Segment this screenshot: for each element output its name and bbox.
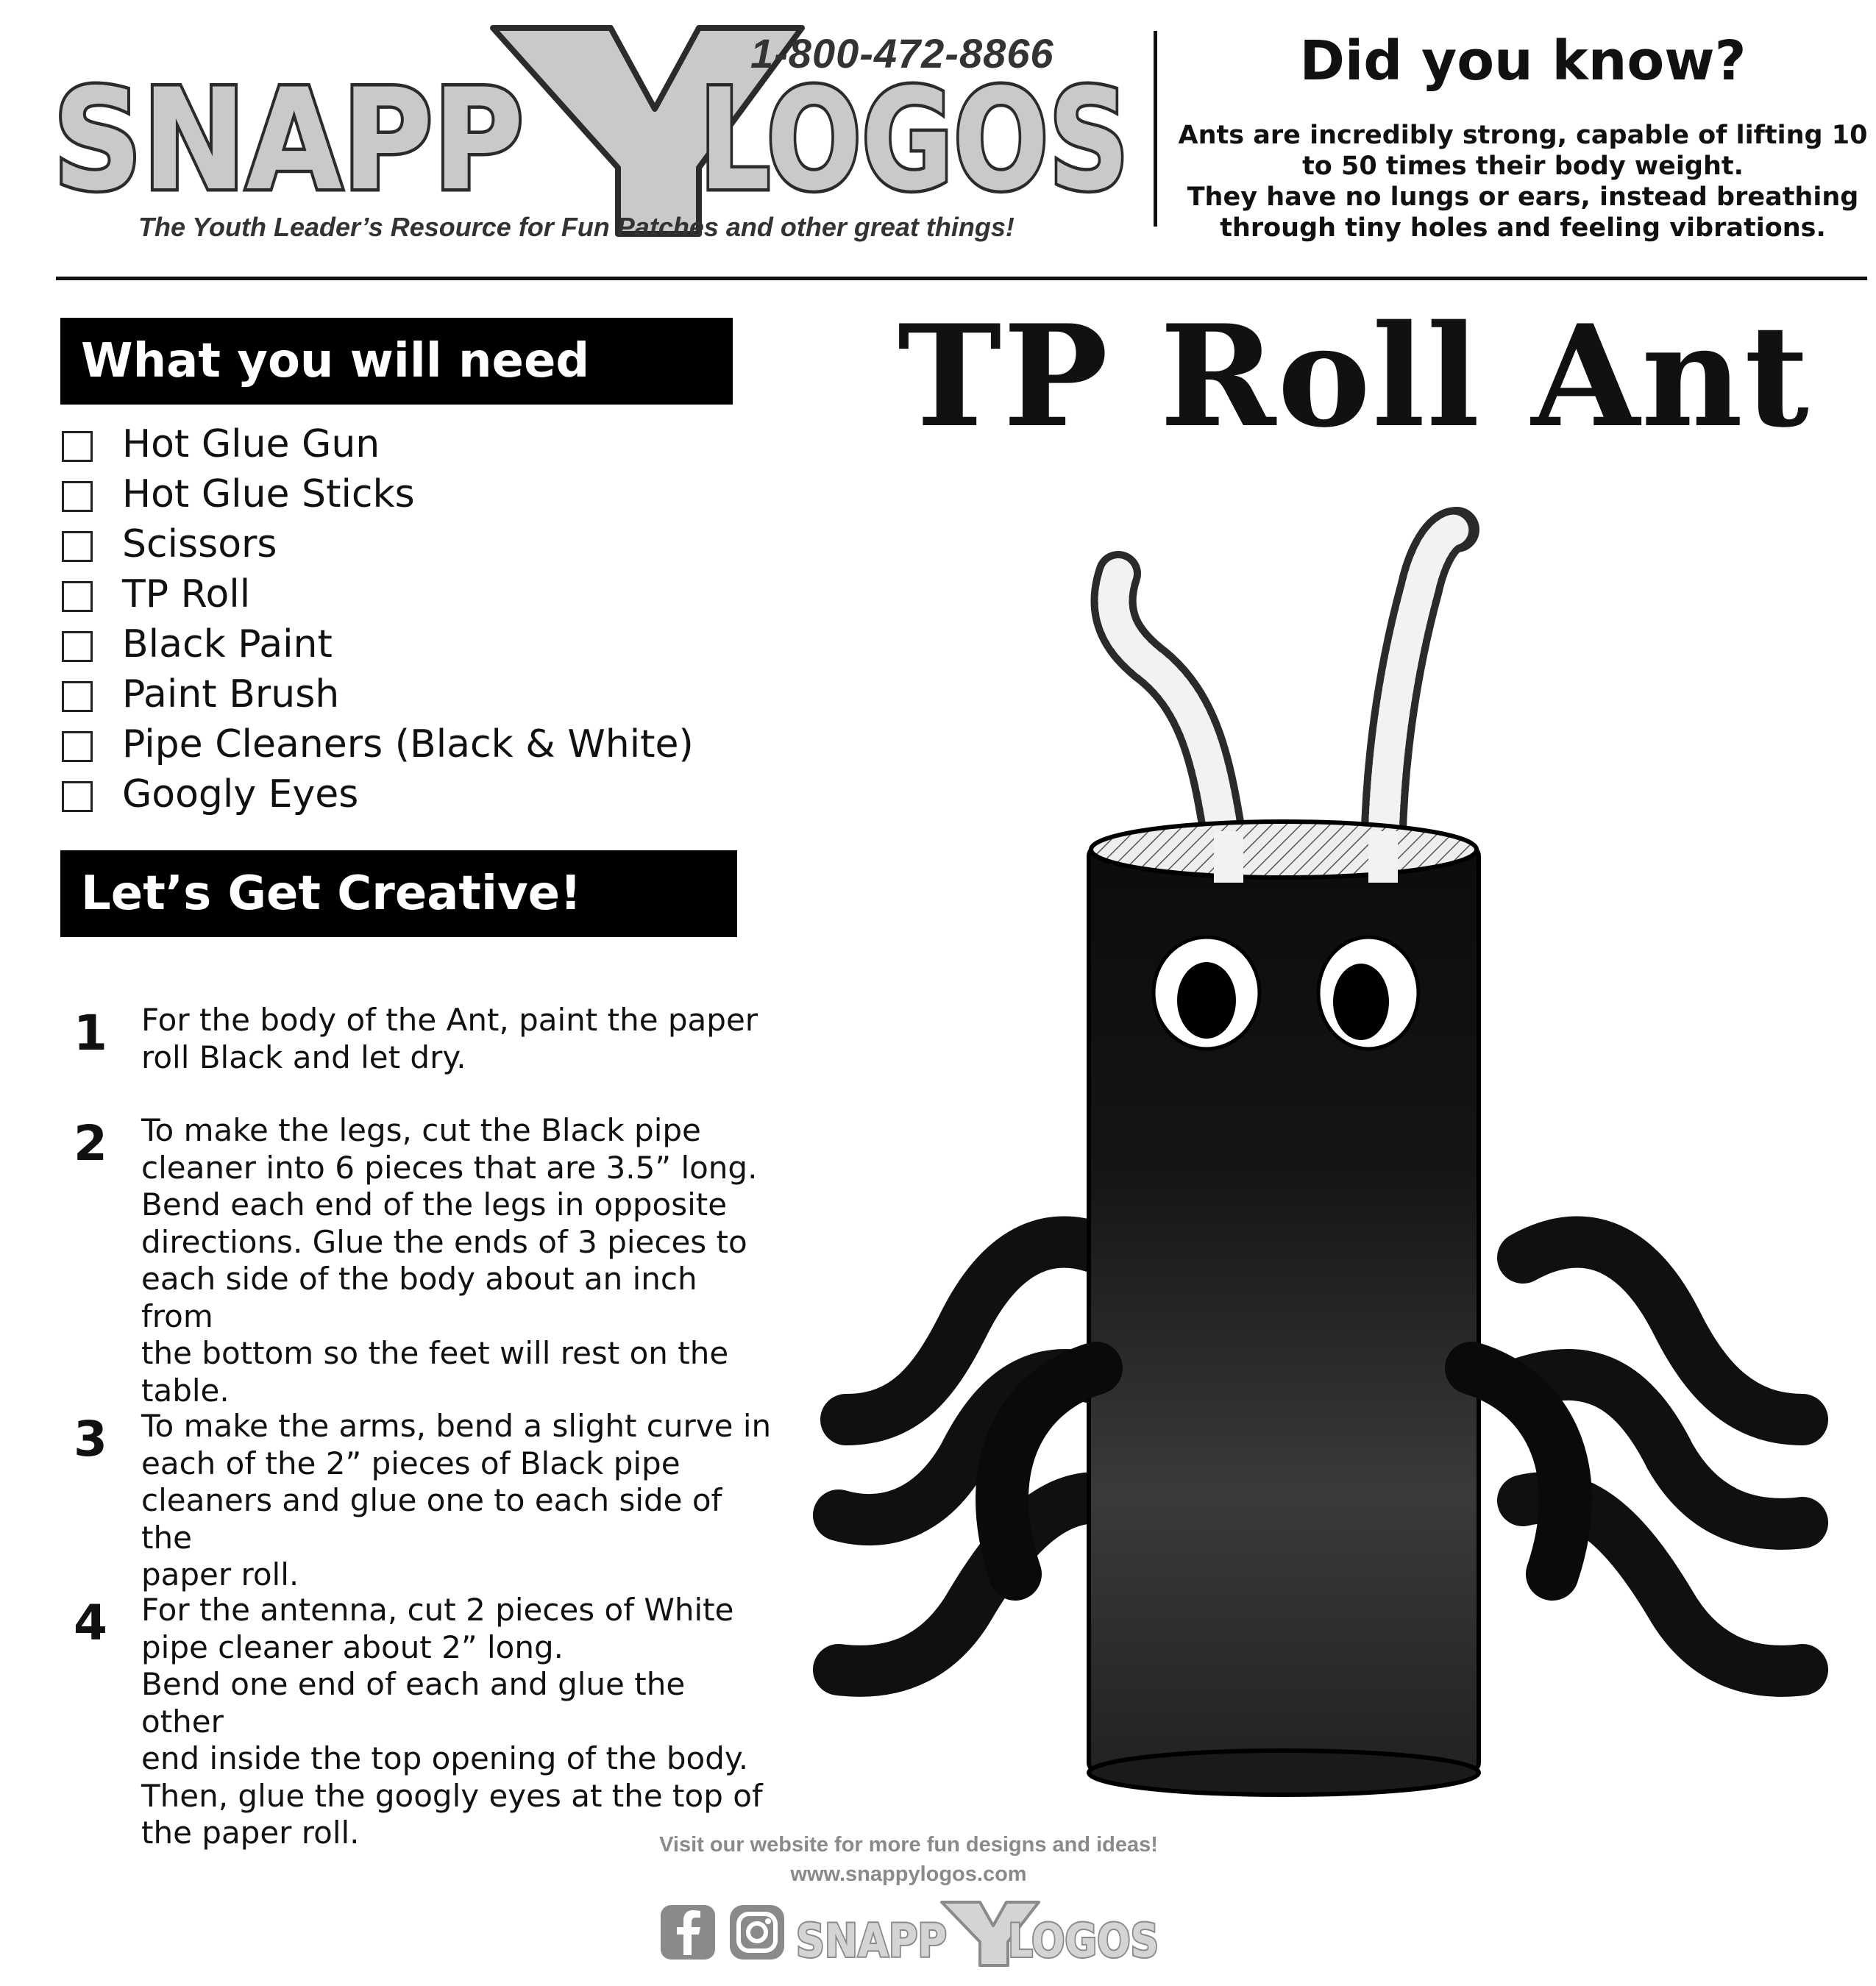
did-you-know-fact bbox=[1177, 120, 1869, 243]
item-label: Hot Glue Gun bbox=[122, 422, 380, 466]
list-item bbox=[62, 519, 768, 569]
checkbox[interactable] bbox=[62, 631, 93, 662]
footer-logo-text-right: LOGOS bbox=[1008, 1914, 1159, 1968]
step-line: Then, glue the googly eyes at the top of bbox=[141, 1777, 763, 1814]
checkbox[interactable] bbox=[62, 481, 93, 512]
footer-logo-text-left: SNAPP bbox=[796, 1914, 947, 1968]
did-you-know-title: Did you know? bbox=[1299, 29, 1747, 93]
header-rule bbox=[56, 277, 1867, 280]
checkbox[interactable] bbox=[62, 531, 93, 562]
left-eye-pupil bbox=[1177, 962, 1236, 1039]
checkbox[interactable] bbox=[62, 731, 93, 762]
step-number: 2 bbox=[74, 1115, 107, 1172]
step-line: directions. Glue the ends of 3 pieces to bbox=[141, 1223, 747, 1260]
item-label: Pipe Cleaners (Black & White) bbox=[122, 722, 694, 766]
footer-snappylogos-logo bbox=[795, 1896, 1162, 1970]
step-number: 3 bbox=[74, 1411, 107, 1467]
checkbox[interactable] bbox=[62, 781, 93, 812]
step-line: To make the legs, cut the Black pipe bbox=[141, 1112, 701, 1148]
fact-line: to 50 times their body weight. bbox=[1302, 152, 1744, 181]
list-item bbox=[62, 619, 768, 669]
step-line: cleaner into 6 pieces that are 3.5” long. bbox=[141, 1149, 758, 1186]
tp-roll-bottom bbox=[1089, 1751, 1479, 1795]
item-label: Googly Eyes bbox=[122, 772, 359, 816]
item-label: TP Roll bbox=[122, 572, 251, 616]
list-item bbox=[62, 469, 768, 519]
right-antenna-inner bbox=[1383, 530, 1457, 868]
item-label: Paint Brush bbox=[122, 672, 340, 716]
list-item bbox=[62, 419, 768, 469]
checkbox[interactable] bbox=[62, 581, 93, 612]
step-text bbox=[141, 1112, 774, 1409]
step-line: Bend one end of each and glue the other bbox=[141, 1666, 686, 1740]
step-line: Bend each end of the legs in opposite bbox=[141, 1186, 728, 1222]
list-item bbox=[62, 769, 768, 819]
phone-number: 1-800-472-8866 bbox=[750, 30, 1054, 76]
fact-line: Ants are incredibly strong, capable of lifting 10 bbox=[1178, 121, 1868, 150]
footer-visit-text: Visit our website for more fun designs and ideas! bbox=[659, 1833, 1158, 1857]
right-arm bbox=[1471, 1368, 1566, 1574]
tp-roll-body bbox=[1089, 846, 1479, 1773]
list-item bbox=[62, 669, 768, 719]
step-text bbox=[141, 1408, 774, 1594]
list-item bbox=[62, 719, 768, 769]
logo-text-right: LOGOS bbox=[699, 59, 1129, 221]
tagline: The Youth Leader’s Resource for Fun Patches and other great things! bbox=[138, 212, 1015, 242]
instructions-heading: Let’s Get Creative! bbox=[60, 850, 737, 937]
step-line: cleaners and glue one to each side of the bbox=[141, 1482, 722, 1556]
fact-line: through tiny holes and feeling vibrations. bbox=[1220, 213, 1826, 243]
instagram-icon[interactable] bbox=[728, 1904, 786, 1961]
step-line: For the antenna, cut 2 pieces of White bbox=[141, 1592, 734, 1628]
footer-website-link[interactable]: www.snappylogos.com bbox=[790, 1862, 1027, 1886]
header-divider bbox=[1154, 31, 1157, 227]
step-number: 4 bbox=[74, 1595, 107, 1651]
step-line: pipe cleaner about 2” long. bbox=[141, 1629, 564, 1665]
page-title: TP Roll Ant bbox=[898, 294, 1811, 458]
step-text bbox=[141, 1002, 774, 1076]
list-item bbox=[62, 569, 768, 619]
materials-checklist bbox=[62, 419, 768, 819]
facebook-icon[interactable] bbox=[659, 1904, 717, 1961]
step-line: the bottom so the feet will rest on the bbox=[141, 1335, 729, 1371]
fact-line: They have no lungs or ears, instead breathing bbox=[1187, 182, 1859, 212]
step-line: To make the arms, bend a slight curve in bbox=[141, 1408, 772, 1444]
ant-illustration bbox=[795, 485, 1839, 1832]
step-line: table. bbox=[141, 1372, 230, 1409]
step-line: each side of the body about an inch from bbox=[141, 1261, 697, 1334]
step-text bbox=[141, 1592, 774, 1852]
step-number: 1 bbox=[74, 1005, 107, 1061]
step-line: each of the 2” pieces of Black pipe bbox=[141, 1445, 681, 1481]
item-label: Black Paint bbox=[122, 622, 333, 666]
right-eye-pupil bbox=[1333, 964, 1389, 1040]
step-line: end inside the top opening of the body. bbox=[141, 1740, 749, 1776]
checkbox[interactable] bbox=[62, 431, 93, 462]
materials-heading: What you will need bbox=[60, 318, 733, 405]
item-label: Scissors bbox=[122, 522, 277, 566]
step-line: For the body of the Ant, paint the paper bbox=[141, 1002, 758, 1038]
checkbox[interactable] bbox=[62, 681, 93, 712]
step-line: the paper roll. bbox=[141, 1815, 360, 1851]
tp-roll-opening bbox=[1091, 822, 1477, 878]
step-line: roll Black and let dry. bbox=[141, 1039, 466, 1075]
item-label: Hot Glue Sticks bbox=[122, 472, 415, 516]
logo-text-left: SNAPP bbox=[53, 59, 524, 221]
step-line: paper roll. bbox=[141, 1556, 299, 1592]
